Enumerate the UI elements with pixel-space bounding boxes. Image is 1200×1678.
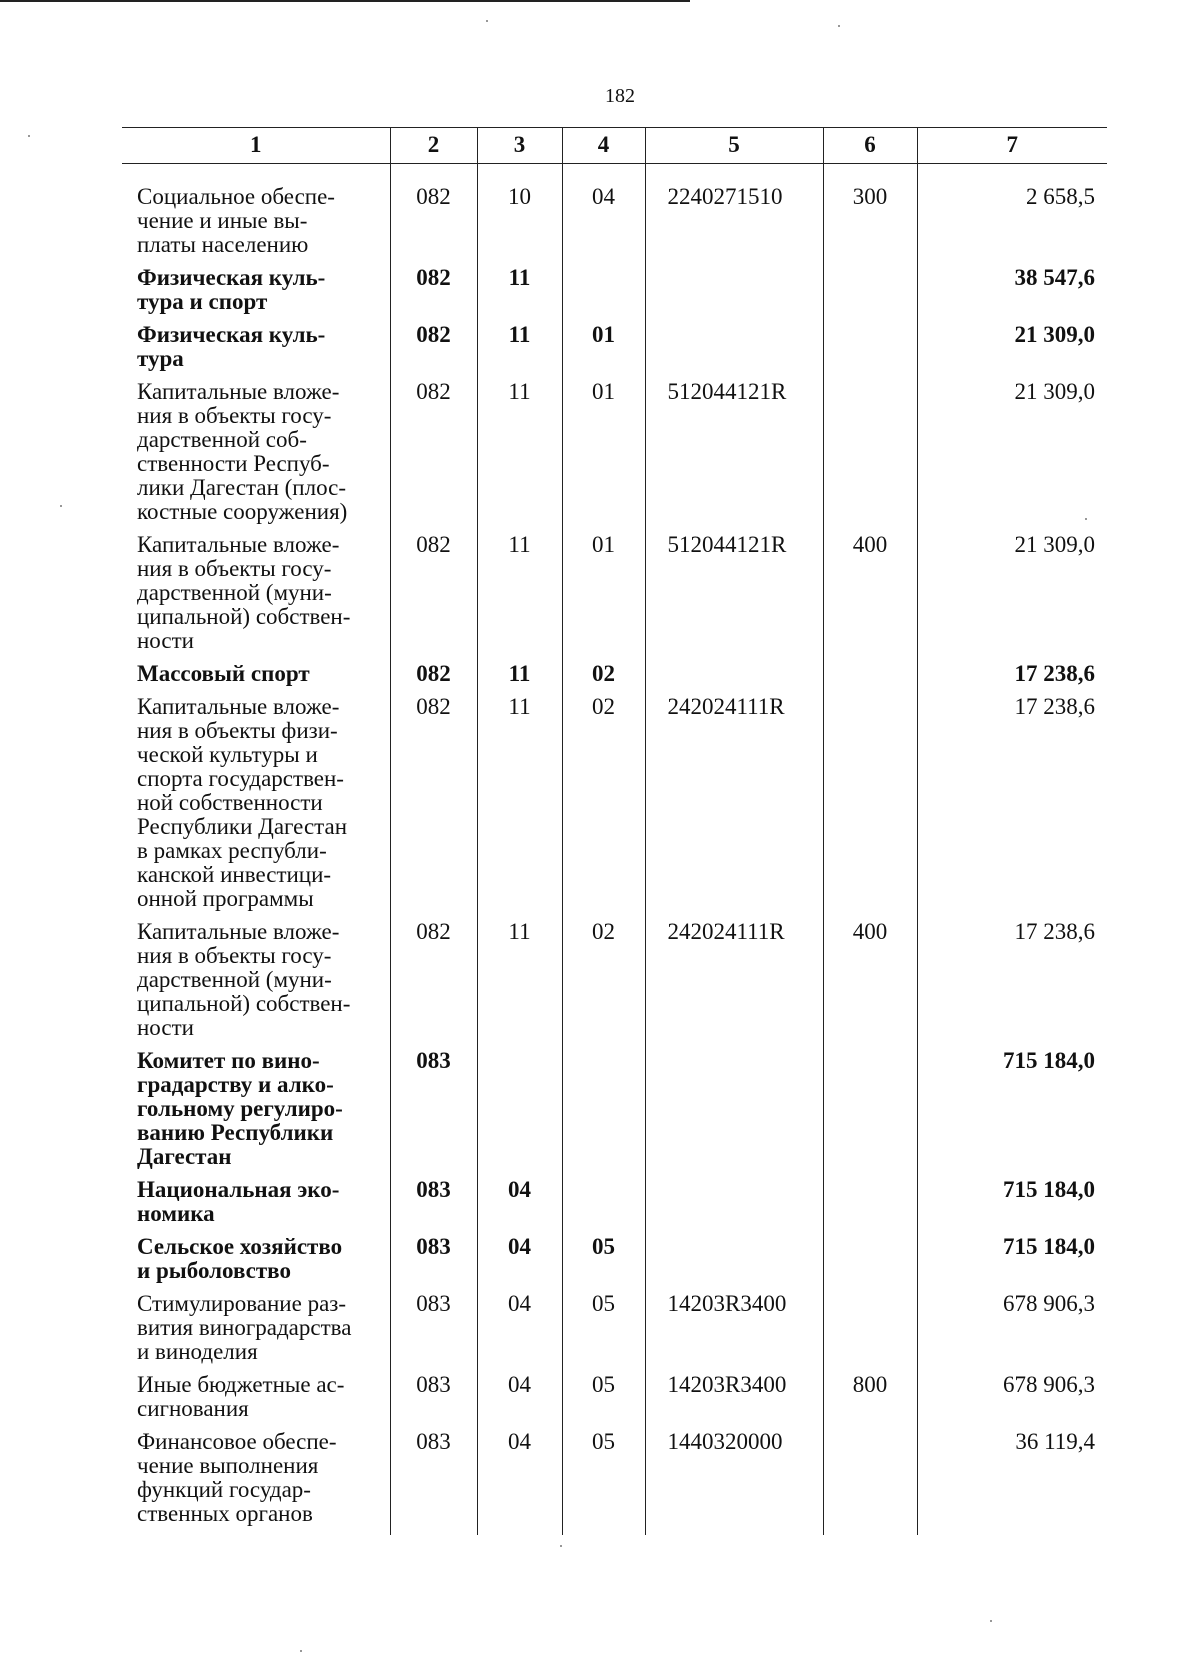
- header-col-4: 4: [562, 128, 645, 164]
- table-row: [122, 533, 1107, 662]
- cell-ministry-code: 083: [390, 1178, 477, 1235]
- table-row: [122, 380, 1107, 533]
- table-row: [122, 1292, 1107, 1373]
- cell-name: Физическая куль- тура и спорт: [137, 265, 326, 314]
- cell-expense-type: 300: [823, 164, 917, 267]
- cell-section: 10: [477, 164, 562, 267]
- budget-table-container: [122, 127, 1107, 1535]
- cell-section: 11: [477, 662, 562, 695]
- cell-name: Сельское хозяйство и рыболовство: [137, 1234, 343, 1283]
- cell-section: 11: [477, 695, 562, 920]
- scan-speck: [1085, 518, 1087, 520]
- cell-section: 11: [477, 323, 562, 380]
- page-top-rule: [0, 0, 690, 2]
- cell-target-article: 1440320000: [645, 1430, 823, 1535]
- cell-amount: 678 906,3: [917, 1292, 1107, 1373]
- cell-name: Капитальные вложе- ния в объекты физи- ческой культуры и спорта государствен- ной собственности Республики Дагестан в рамках республи- канской инвестици- онной программы: [137, 694, 347, 911]
- cell-target-article: 242024111R: [645, 920, 823, 1049]
- scan-speck: [300, 1650, 302, 1652]
- table-row: [122, 164, 1107, 267]
- cell-expense-type: 400: [823, 920, 917, 1049]
- cell-subsection: 02: [562, 920, 645, 1049]
- cell-expense-type: 800: [823, 1373, 917, 1430]
- cell-section: 04: [477, 1235, 562, 1292]
- table-row: [122, 266, 1107, 323]
- cell-amount: 2 658,5: [917, 164, 1107, 267]
- header-col-6: 6: [823, 128, 917, 164]
- cell-expense-type: [823, 1235, 917, 1292]
- cell-ministry-code: 082: [390, 164, 477, 267]
- cell-target-article: [645, 1235, 823, 1292]
- cell-expense-type: [823, 266, 917, 323]
- cell-subsection: [562, 266, 645, 323]
- table-body: [122, 164, 1107, 1536]
- cell-target-article: [645, 1049, 823, 1178]
- table-row: [122, 662, 1107, 695]
- cell-amount: 17 238,6: [917, 920, 1107, 1049]
- cell-amount: 21 309,0: [917, 323, 1107, 380]
- header-col-2: 2: [390, 128, 477, 164]
- cell-target-article: 2240271510: [645, 164, 823, 267]
- cell-name: Стимулирование раз- вития виноградарства и виноделия: [137, 1291, 352, 1364]
- cell-expense-type: [823, 323, 917, 380]
- cell-expense-type: [823, 1049, 917, 1178]
- cell-ministry-code: 082: [390, 920, 477, 1049]
- cell-expense-type: [823, 380, 917, 533]
- cell-target-article: 242024111R: [645, 695, 823, 920]
- cell-section: 04: [477, 1373, 562, 1430]
- cell-amount: 715 184,0: [917, 1178, 1107, 1235]
- scan-speck: [990, 1620, 992, 1622]
- header-col-1: 1: [122, 128, 390, 164]
- cell-expense-type: [823, 1430, 917, 1535]
- cell-amount: 21 309,0: [917, 380, 1107, 533]
- table-row: [122, 1430, 1107, 1535]
- cell-name: Массовый спорт: [137, 661, 310, 686]
- cell-target-article: [645, 266, 823, 323]
- cell-target-article: 14203R3400: [645, 1292, 823, 1373]
- table-row: [122, 1235, 1107, 1292]
- cell-target-article: [645, 323, 823, 380]
- cell-name: Иные бюджетные ас- сигнования: [137, 1372, 345, 1421]
- header-col-7: 7: [917, 128, 1107, 164]
- cell-subsection: 02: [562, 695, 645, 920]
- cell-name: Национальная эко- номика: [137, 1177, 340, 1226]
- cell-section: 11: [477, 266, 562, 323]
- header-row: [122, 128, 1107, 164]
- cell-subsection: 04: [562, 164, 645, 267]
- cell-target-article: 14203R3400: [645, 1373, 823, 1430]
- cell-name: Капитальные вложе- ния в объекты госу- дарственной (муни- ципальной) собствен- ности: [137, 532, 351, 653]
- cell-subsection: 05: [562, 1235, 645, 1292]
- cell-target-article: 512044121R: [645, 380, 823, 533]
- cell-expense-type: 400: [823, 533, 917, 662]
- table-row: [122, 323, 1107, 380]
- table-row: [122, 1373, 1107, 1430]
- table-row: [122, 1178, 1107, 1235]
- cell-amount: 715 184,0: [917, 1235, 1107, 1292]
- cell-expense-type: [823, 695, 917, 920]
- cell-name: Физическая куль- тура: [137, 322, 326, 371]
- cell-section: 04: [477, 1292, 562, 1373]
- cell-target-article: [645, 662, 823, 695]
- scan-speck: [838, 25, 840, 27]
- cell-expense-type: [823, 1178, 917, 1235]
- cell-amount: 17 238,6: [917, 695, 1107, 920]
- scan-speck: [486, 20, 488, 22]
- cell-ministry-code: 082: [390, 533, 477, 662]
- cell-amount: 678 906,3: [917, 1373, 1107, 1430]
- cell-ministry-code: 082: [390, 266, 477, 323]
- cell-subsection: 01: [562, 323, 645, 380]
- cell-name: Капитальные вложе- ния в объекты госу- дарственной (муни- ципальной) собствен- ности: [137, 919, 351, 1040]
- cell-name: Социальное обеспе- чение и иные вы- платы населению: [137, 184, 335, 257]
- table-row: [122, 1049, 1107, 1178]
- header-col-3: 3: [477, 128, 562, 164]
- cell-section: 04: [477, 1430, 562, 1535]
- cell-section: [477, 1049, 562, 1178]
- cell-subsection: 05: [562, 1373, 645, 1430]
- cell-ministry-code: 082: [390, 323, 477, 380]
- cell-ministry-code: 083: [390, 1373, 477, 1430]
- budget-table: [122, 127, 1107, 1535]
- cell-subsection: 05: [562, 1292, 645, 1373]
- cell-amount: 17 238,6: [917, 662, 1107, 695]
- cell-name: Капитальные вложе- ния в объекты госу- дарственной соб- ственности Респуб- лики Дагестан (плос- костные сооружения): [137, 379, 348, 524]
- cell-ministry-code: 082: [390, 380, 477, 533]
- cell-section: 11: [477, 380, 562, 533]
- cell-section: 11: [477, 920, 562, 1049]
- cell-section: 04: [477, 1178, 562, 1235]
- cell-ministry-code: 082: [390, 695, 477, 920]
- table-row: [122, 920, 1107, 1049]
- cell-ministry-code: 083: [390, 1049, 477, 1178]
- cell-target-article: 512044121R: [645, 533, 823, 662]
- cell-ministry-code: 083: [390, 1430, 477, 1535]
- header-col-5: 5: [645, 128, 823, 164]
- cell-subsection: 05: [562, 1430, 645, 1535]
- cell-amount: 715 184,0: [917, 1049, 1107, 1178]
- cell-subsection: [562, 1178, 645, 1235]
- cell-ministry-code: 083: [390, 1292, 477, 1373]
- scan-speck: [60, 505, 62, 507]
- cell-name: Комитет по вино- градарству и алко- гольному регулиро- ванию Республики Дагестан: [137, 1048, 343, 1169]
- cell-name: Финансовое обеспе- чение выполнения функций государ- ственных органов: [137, 1429, 337, 1526]
- cell-ministry-code: 082: [390, 662, 477, 695]
- cell-target-article: [645, 1178, 823, 1235]
- cell-expense-type: [823, 662, 917, 695]
- cell-subsection: 02: [562, 662, 645, 695]
- cell-expense-type: [823, 1292, 917, 1373]
- cell-subsection: [562, 1049, 645, 1178]
- cell-amount: 36 119,4: [917, 1430, 1107, 1535]
- cell-subsection: 01: [562, 380, 645, 533]
- scan-speck: [560, 1545, 562, 1547]
- cell-ministry-code: 083: [390, 1235, 477, 1292]
- cell-section: 11: [477, 533, 562, 662]
- table-row: [122, 695, 1107, 920]
- scan-speck: [28, 135, 30, 137]
- cell-amount: 21 309,0: [917, 533, 1107, 662]
- cell-amount: 38 547,6: [917, 266, 1107, 323]
- cell-subsection: 01: [562, 533, 645, 662]
- page-number: 182: [605, 85, 635, 107]
